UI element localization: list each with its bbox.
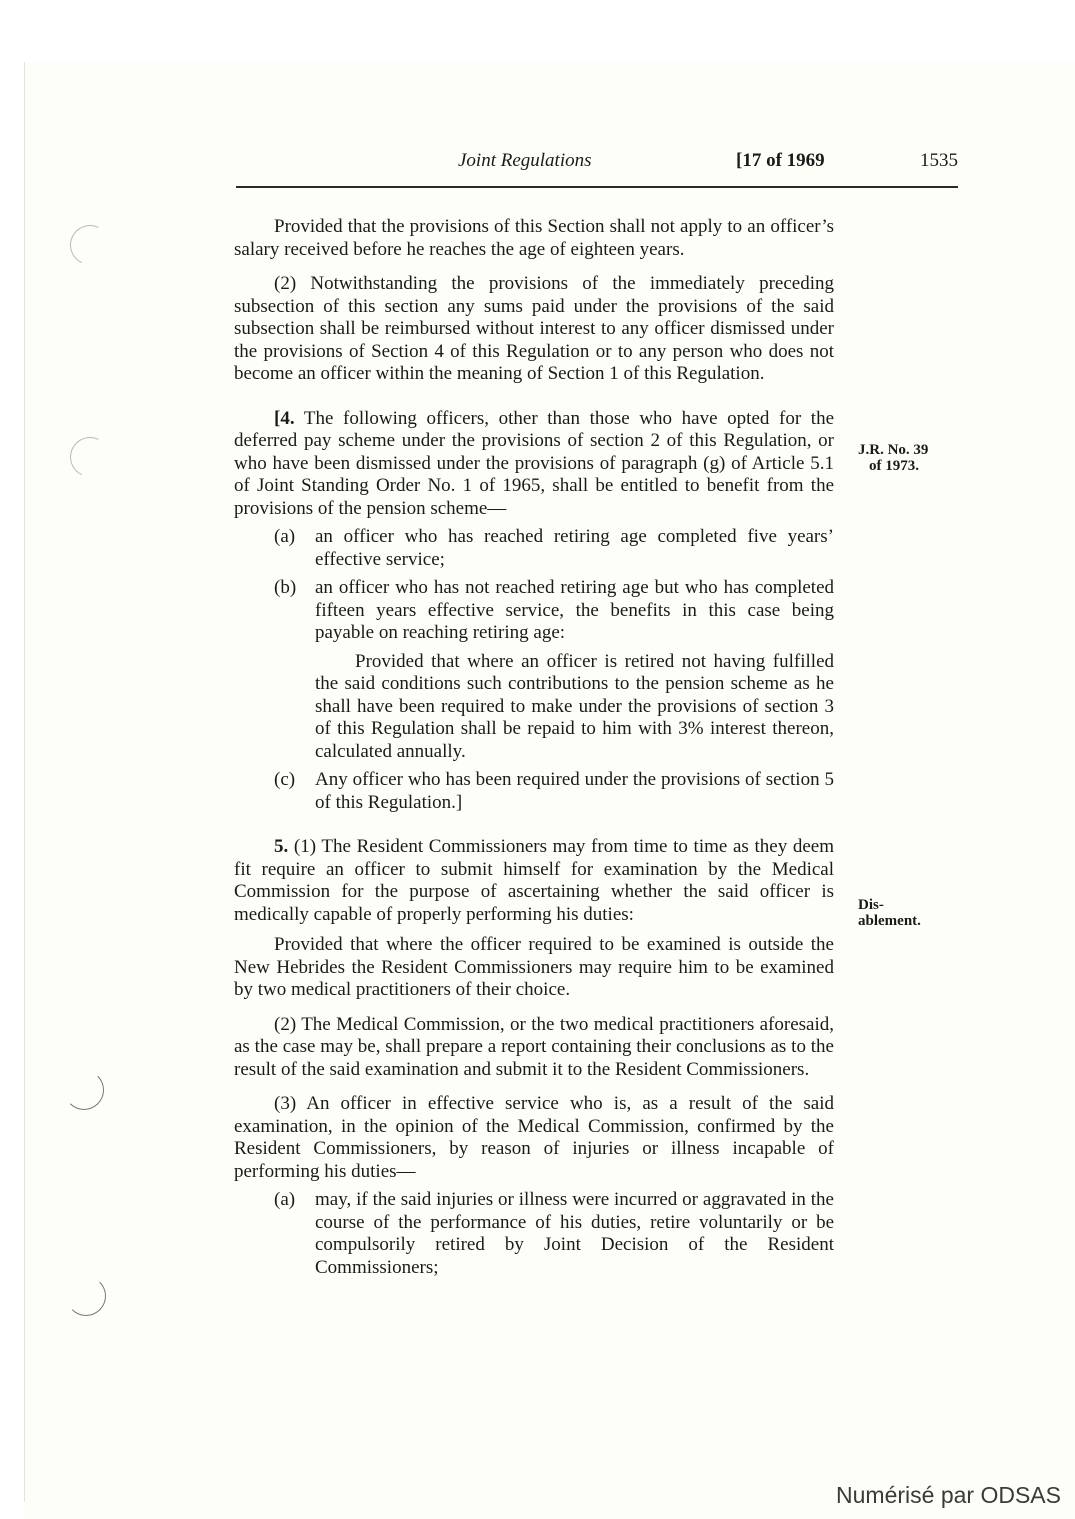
item-text: an officer who has reached retiring age completed five years’ effective service;	[315, 526, 834, 570]
document-body	[234, 216, 834, 1279]
page-number: 1535	[920, 150, 958, 171]
item-label: (a)	[274, 526, 296, 547]
section-4-item-c	[234, 769, 834, 814]
watermark: Numérisé par ODSAS	[836, 1482, 1061, 1508]
punch-hole-icon	[66, 1276, 106, 1316]
margin-note-disablement	[858, 897, 921, 929]
margin-note-jr	[858, 442, 928, 474]
section-5-proviso: Provided that where the officer required to be examined is outside the New Hebrides the Resident Commissioners may require him to be examined by two medical practitioners of their choice.	[234, 934, 834, 1000]
section-5-number: 5.	[274, 836, 289, 857]
item-text: may, if the said injuries or illness were incurred or aggravated in the course of the performance of his duties, retire voluntarily or be compulsorily retired by Joint Decision of the Resident Commissioners;	[315, 1189, 834, 1278]
section-4-item-b	[234, 577, 834, 645]
section-4-number: [4.	[274, 407, 295, 429]
item-label: (a)	[274, 1189, 296, 1210]
section-5-subsection-2: (2) The Medical Commission, or the two medical practitioners aforesaid, as the case may be, shall prepare a report containing their conclusions as to the result of the said examination and submit it to the Resident Commissioners.	[234, 1013, 834, 1080]
header-title: Joint Regulations	[458, 150, 592, 171]
section-5-subsection-3: (3) An officer in effective service who is, as a result of the said examination, in the opinion of the Medical Commission, confirmed by the Resident Commissioners, by reason of injuries or illness incapable of performing his duties—	[234, 1093, 834, 1182]
header-rule	[236, 186, 958, 188]
margin-note-line: Dis-	[858, 897, 884, 913]
section-5-3-item-a	[234, 1189, 834, 1279]
section-5-paragraph	[234, 836, 834, 926]
item-text: an officer who has not reached retiring age but who has completed fifteen years effective service, the benefits in this case being payable on reaching retiring age:	[315, 577, 834, 643]
margin-note-line: ablement.	[858, 913, 921, 929]
page-edge	[24, 62, 25, 1502]
section-4-paragraph	[234, 408, 834, 521]
section-4-proviso: Provided that where an officer is retired not having fulfilled the said conditions such contributions to the pension scheme as he shall have been required to make under the provisions of section 3 of this Regulation shall be repaid to him with 3% interest thereon, calculated annually.	[315, 650, 834, 762]
section-4-item-a	[234, 526, 834, 571]
running-header	[236, 148, 958, 182]
punch-hole-icon	[64, 1070, 104, 1110]
proviso-paragraph: Provided that the provisions of this Section shall not apply to an officer’s salary received before he reaches the age of eighteen years.	[234, 216, 834, 260]
item-text: Any officer who has been required under the provisions of section 5 of this Regulation.]	[315, 769, 834, 813]
item-label: (b)	[274, 577, 297, 598]
margin-note-line: J.R. No. 39	[858, 442, 929, 458]
item-label: (c)	[274, 769, 296, 790]
header-act-reference: [17 of 1969	[736, 150, 825, 171]
margin-note-line: of 1973.	[869, 458, 919, 474]
section-5-text: (1) The Resident Commissioners may from time to time as they deem fit require an officer to submit himself for examination by the Medical Commission for the purpose of ascertaining whether the said officer is medically capable of properly performing his duties:	[234, 836, 835, 925]
section-4-text: The following officers, other than those who have opted for the deferred pay scheme under the provisions of section 2 of this Regulation, or who have been dismissed under the provisions of paragraph (g) of Article 5.1 of Joint Standing Order No. 1 of 1965, shall be entitled to benefit from the provisions of the pension scheme—	[234, 407, 834, 519]
subsection-2-paragraph: (2) Notwithstanding the provisions of the immediately preceding subsection of this section any sums paid under the provisions of the said subsection shall be reimbursed without interest to any officer dismissed under the provisions of Section 4 of this Regulation or to any person who does not become an officer within the meaning of Section 1 of this Regulation.	[234, 273, 834, 384]
